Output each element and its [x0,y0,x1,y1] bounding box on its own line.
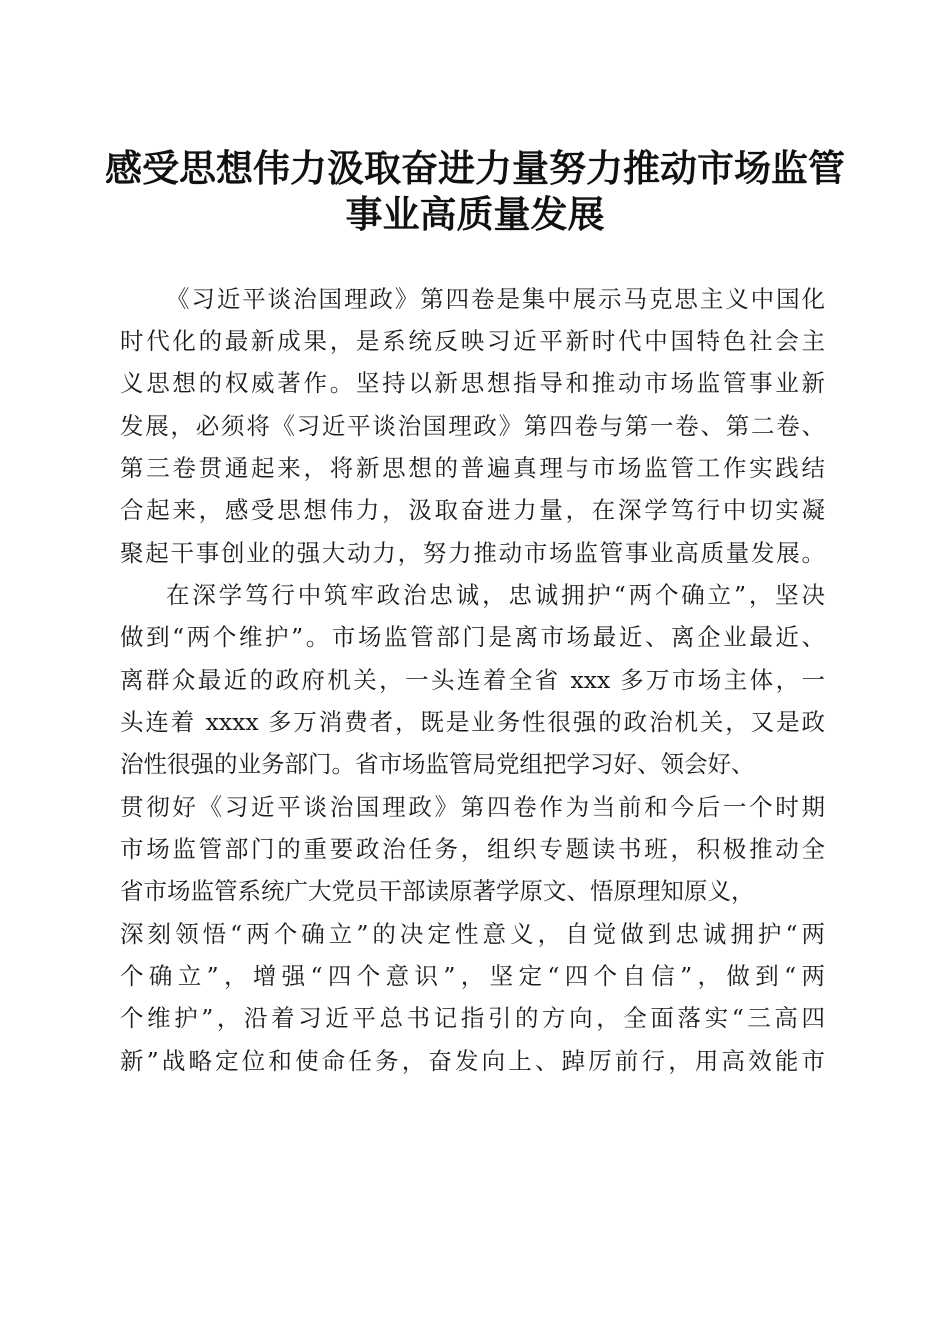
paragraph-2-line: 在深学笃行中筑牢政治忠诚，忠诚拥护“两个确立”，坚决 [166,581,825,609]
paragraph-1-line: 发展，必须将《习近平谈治国理政》第四卷与第一卷、第二卷、 [120,412,825,440]
paragraph-2-line: 个确立”，增强“四个意识”，坚定“四个自信”，做到“两 [120,962,825,990]
document-title-line-2: 事业高质量发展 [345,192,605,236]
paragraph-2-line: 市场监管部门的重要政治任务，组织专题读书班，积极推动全 [120,835,825,863]
paragraph-2-line: 做到“两个维护”。市场监管部门是离市场最近、离企业最近、 [120,623,825,651]
paragraph-2-line: 个维护”，沿着习近平总书记指引的方向，全面落实“三高四 [120,1004,825,1032]
paragraph-2-line: 深刻领悟“两个确立”的决定性意义，自觉做到忠诚拥护“两 [120,920,825,948]
paragraph-1-line: 时代化的最新成果，是系统反映习近平新时代中国特色社会主 [120,327,825,355]
paragraph-1-line: 《习近平谈治国理政》第四卷是集中展示马克思主义中国化 [166,285,825,313]
document-title-line-1: 感受思想伟力汲取奋进力量努力推动市场监管 [105,146,845,190]
paragraph-2-line: 治性很强的业务部门。省市场监管局党组把学习好、领会好、 [120,750,755,778]
paragraph-1-line: 第三卷贯通起来，将新思想的普遍真理与市场监管工作实践结 [120,454,825,482]
paragraph-2-line: 新”战略定位和使命任务，奋发向上、踔厉前行，用高效能市 [120,1047,825,1075]
paragraph-2-line: 头连着 xxxx 多万消费者，既是业务性很强的政治机关，又是政 [120,708,825,736]
paragraph-2-line: 省市场监管系统广大党员干部读原著学原文、悟原理知原义， [120,877,755,905]
paragraph-1-line: 合起来，感受思想伟力，汲取奋进力量，在深学笃行中切实凝 [120,496,825,524]
paragraph-2-line: 离群众最近的政府机关，一头连着全省 xxx 多万市场主体，一 [120,666,825,694]
paragraph-1-line: 聚起干事创业的强大动力，努力推动市场监管事业高质量发展。 [120,539,825,567]
paragraph-2-line: 贯彻好《习近平谈治国理政》第四卷作为当前和今后一个时期 [120,793,825,821]
paragraph-1-line: 义思想的权威著作。坚持以新思想指导和推动市场监管事业新 [120,369,825,397]
